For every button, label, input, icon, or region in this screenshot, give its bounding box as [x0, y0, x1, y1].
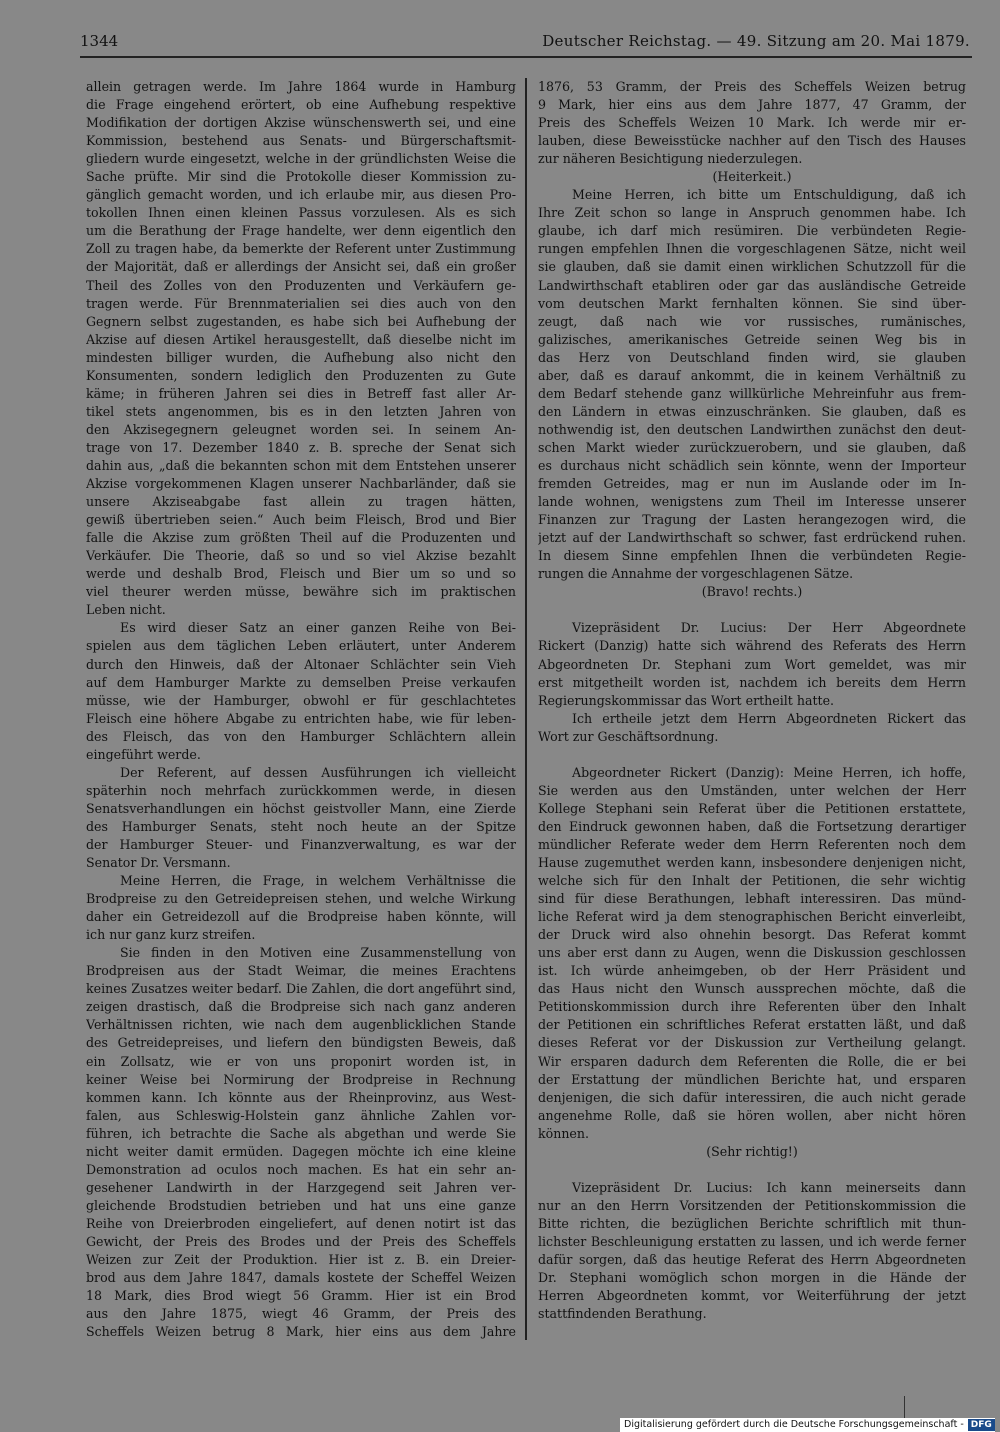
page-number: 1344	[80, 32, 119, 50]
text-line: Dr. Stephani womöglich schon morgen in die Hände der	[538, 1270, 966, 1286]
text-line: dieses Referat vor der Diskussion zur Vertheilung gelangt.	[538, 1035, 966, 1051]
text-line: trage von 17. Dezember 1840 z. B. spreche der Senat sich	[86, 439, 516, 455]
text-line: dafür sorgen, daß das heutige Referat des Herrn Abgeordneten	[538, 1252, 966, 1268]
text-line: Akzise vorgekommenen Klagen unserer Nachbarländer, daß sie	[86, 476, 516, 492]
text-line: Meine Herren, die Frage, in welchem Verhältnisse die	[120, 873, 516, 889]
text-line: ein Zollsatz, wie er von uns proponirt worden ist, in	[86, 1053, 516, 1069]
text-line: ich nur ganz kurz streifen.	[86, 927, 256, 943]
text-line: keines Zusatzes weiter bedarf. Die Zahlen, die dort angeführt sind,	[86, 981, 516, 997]
text-line: zeugt, daß nach wie vor russisches, rumänisches,	[538, 313, 966, 329]
text-line: Weizen zur Zeit der Produktion. Hier ist z. B. ein Dreier-	[86, 1252, 516, 1268]
page-header	[80, 30, 970, 54]
text-line: Brodpreise zu den Getreidepreisen stehen, und welche Wirkung	[86, 891, 516, 907]
text-line: fremden Getreides, mag er nun im Auslande oder im In-	[538, 476, 966, 492]
text-line: Rickert (Danzig) hatte sich während des Referats des Herrn	[538, 638, 966, 654]
text-line: rungen empfehlen Ihnen die vorgeschlagenen Sätze, nicht weil	[538, 241, 966, 257]
text-line: das Haus nicht den Wunsch aussprechen möchte, daß die	[538, 981, 966, 997]
text-line: Abgeordneten Dr. Stephani zum Wort gemeldet, was mir	[538, 656, 966, 672]
text-line: Sie werden aus den Umständen, unter welchen der Herr	[538, 782, 966, 798]
text-line: mündlicher Referate weder dem Herrn Referenten noch dem	[538, 836, 966, 852]
text-line: den Akzisegegnern geleugnet worden sei. In seinem An-	[86, 421, 516, 437]
text-line: rungen die Annahme der vorgeschlagenen Sätze.	[538, 566, 854, 582]
text-line: Meine Herren, ich bitte um Entschuldigung, daß ich	[572, 187, 966, 203]
text-line: nothwendig ist, den deutschen Landwirthen zunächst den deut-	[538, 421, 966, 437]
text-line: sie glauben, daß sie damit einen wirklichen Schutzzoll für die	[538, 259, 966, 275]
text-line: können.	[538, 1125, 590, 1141]
text-line: brod aus dem Jahre 1847, damals kostete der Scheffel Weizen	[86, 1270, 516, 1286]
text-line: uns aber erst dann zu Augen, wenn die Diskussion geschlossen	[538, 945, 966, 961]
text-line: Theil des Zolles von den Produzenten und Verkäufern ge-	[86, 277, 516, 293]
text-line: käme; in früheren Jahren sei dies in Betreff fast aller Ar-	[86, 385, 516, 401]
text-line: Vizepräsident Dr. Lucius: Der Herr Abgeordnete	[572, 620, 966, 636]
text-line: um die Berathung der Frage handelte, wer denn eigentlich den	[86, 223, 516, 239]
text-line: dem Bedarf stehende ganz willkürliche Mehreinfuhr aus frem-	[538, 385, 966, 401]
text-line: 1876, 53 Gramm, der Preis des Scheffels Weizen betrug	[538, 79, 966, 94]
text-line: angenehme Rolle, daß sie hören wollen, aber nicht hören	[538, 1107, 966, 1123]
text-line: lichster Beschleunigung erstatten zu lassen, und ich werde ferner	[538, 1234, 966, 1249]
text-line: aber, daß es darauf ankommt, die in keinem Verhältniß zu	[538, 367, 966, 383]
text-line: Konsumenten, sondern lediglich den Produzenten zu Gute	[86, 367, 516, 383]
funding-footer	[620, 1418, 995, 1432]
text-line: lande wohnen, wenigstens zum Theil im Interesse unserer	[538, 494, 966, 510]
text-line: 18 Mark, dies Brod wiegt 56 Gramm. Hier ist ein Brod	[86, 1288, 516, 1304]
text-line: lauben, diese Beweisstücke nachher auf den Tisch des Hauses	[538, 133, 966, 149]
text-line: zeigen drastisch, daß die Brodpreise sich nach ganz anderen	[86, 999, 516, 1015]
text-line: der Erstattung der mündlichen Berichte hat, und ersparen	[538, 1071, 966, 1087]
text-line: stattfindenden Berathung.	[538, 1306, 707, 1322]
text-line: Bitte richten, die bezüglichen Berichte schriftlich mit thun-	[538, 1215, 966, 1231]
text-line	[538, 1161, 966, 1179]
text-line: Preis des Scheffels Weizen 10 Mark. Ich werde mir er-	[538, 115, 966, 131]
text-line: eingeführt werde.	[86, 746, 201, 762]
text-line: gewiß übertrieben seien.“ Auch beim Fleisch, Brod und Bier	[86, 512, 516, 528]
text-line: denjenigen, die sich dafür interessiren, die auch nicht gerade	[538, 1089, 966, 1105]
text-line: gänglich gemacht worden, und ich erlaube mir, aus diesen Pro-	[86, 187, 516, 203]
text-line: Hause zugemuthet werden kann, insbesondere denjenigen nicht,	[538, 855, 966, 871]
text-line: Es wird dieser Satz an einer ganzen Reihe von Bei-	[120, 620, 516, 636]
text-line: Demonstration ad oculos noch machen. Es hat ein sehr an-	[86, 1161, 516, 1177]
text-line: aus den Jahre 1875, wiegt 46 Gramm, der Preis des	[86, 1306, 516, 1322]
text-line: dahin aus, „daß die bekannten schon mit dem Entstehen unserer	[86, 457, 516, 473]
text-line: Brodpreisen aus der Stadt Weimar, die meines Erachtens	[86, 963, 516, 979]
text-line: Regierungskommissar das Wort ertheilt hatte.	[538, 692, 835, 708]
text-line: des Fleisch, das von den Hamburger Schlächtern allein	[86, 728, 516, 744]
text-line: ist. Ich würde anheimgeben, ob der Herr Präsident und	[538, 963, 966, 979]
text-line: Petitionskommission durch ihre Referenten über den Inhalt	[538, 999, 966, 1015]
text-line: schen Markt wieder zurückzuerobern, und sie glauben, daß	[538, 439, 966, 455]
text-line: Vizepräsident Dr. Lucius: Ich kann meinerseits dann	[572, 1179, 966, 1195]
text-line: In diesem Sinne empfehlen Ihnen die verbündeten Regie-	[538, 548, 966, 564]
text-line: Ihre Zeit schon so lange in Anspruch genommen habe. Ich	[538, 205, 966, 221]
text-line: Gewicht, der Preis des Brodes und der Preis des Scheffels	[86, 1234, 516, 1249]
text-line: keiner Weise bei Normirung der Brodpreise in Rechnung	[86, 1071, 516, 1087]
text-line: durch den Hinweis, daß der Altonaer Schlächter sein Vieh	[86, 656, 516, 672]
text-line: vom deutschen Markt fernhalten können. Sie sind über-	[538, 295, 966, 311]
text-line: Leben nicht.	[86, 602, 166, 618]
text-line: mindesten billiger wurden, die Aufhebung also nicht den	[86, 349, 516, 365]
text-line: Abgeordneter Rickert (Danzig): Meine Herren, ich hoffe,	[572, 764, 966, 780]
interjection-line: (Heiterkeit.)	[712, 169, 792, 185]
text-line: Wir ersparen dadurch dem Referenten die Rolle, die er bei	[538, 1053, 966, 1069]
text-line: den Eindruck gewonnen haben, daß die Fortsetzung derartiger	[538, 818, 966, 834]
text-line: tragen werde. Für Brennmaterialien sei dies auch von den	[86, 295, 516, 311]
text-line: viel theurer werden müsse, bewähre sich im praktischen	[86, 584, 516, 600]
text-line: Landwirthschaft etabliren oder gar das ausländische Getreide	[538, 277, 966, 293]
text-line: späterhin noch mehrfach zurückkommen werde, in diesen	[86, 782, 516, 798]
text-line: 9 Mark, hier eins aus dem Jahre 1877, 47 Gramm, der	[538, 97, 966, 113]
interjection-line: (Sehr richtig!)	[706, 1143, 798, 1159]
text-line: müsse, wie der Hamburger, obwohl er für geschlachtetes	[86, 692, 516, 708]
text-line: allein getragen werde. Im Jahre 1864 wurde in Hamburg	[86, 79, 516, 94]
text-line: welche sich für den Inhalt der Petitionen, die sehr wichtig	[538, 873, 966, 889]
text-line: falle die Akzise zum größten Theil auf die Produzenten und	[86, 530, 516, 546]
text-line: kommen kann. Ich könnte aus der Rheinprovinz, aus West-	[86, 1089, 516, 1105]
text-line: Sache prüfte. Mir sind die Protokolle dieser Kommission zu-	[86, 169, 516, 185]
text-line: Verhältnissen richten, wie nach dem augenblicklichen Stande	[86, 1017, 516, 1033]
running-title: Deutscher Reichstag. — 49. Sitzung am 20. Mai 1879.	[542, 32, 970, 50]
text-line: falen, aus Schleswig-Holstein ganz ähnliche Zahlen vor-	[86, 1107, 516, 1123]
text-line: Kollege Stephani sein Referat über die Petitionen erstattete,	[538, 800, 966, 816]
text-line: Modifikation der dortigen Akzise wünschenswerth sei, und eine	[86, 115, 516, 131]
text-line: Kommission, bestehend aus Senats- und Bürgerschaftsmit-	[86, 133, 516, 149]
text-line: daher ein Getreidezoll auf die Brodpreise haben könnte, will	[86, 909, 516, 925]
text-line: Wort zur Geschäftsordnung.	[538, 728, 719, 744]
interjection-line: (Bravo! rechts.)	[701, 584, 803, 600]
text-line: Herren Abgeordneten kommt, vor Weiterführung der jetzt	[538, 1288, 966, 1304]
text-line: spielen aus dem täglichen Leben erläutert, unter Anderem	[86, 638, 516, 654]
text-line: tokollen Ihnen einen kleinen Passus vorzulesen. Als es sich	[86, 205, 516, 221]
text-line: werde und deshalb Brod, Fleisch und Bier um so und so	[86, 566, 516, 582]
text-line: das Herz von Deutschland finden wird, sie glauben	[538, 349, 966, 365]
text-line: der Petitionen ein schriftliches Referat erstatten läßt, und daß	[538, 1017, 966, 1033]
text-line: Scheffels Weizen betrug 8 Mark, hier eins aus dem Jahre	[86, 1324, 516, 1340]
text-line: Der Referent, auf dessen Ausführungen ich vielleicht	[120, 764, 516, 780]
text-line: des Getreidepreises, und liefern den bündigsten Beweis, daß	[86, 1035, 516, 1051]
funding-text: Digitalisierung gefördert durch die Deutsche Forschungsgemeinschaft -	[624, 1419, 964, 1430]
right-column	[538, 78, 966, 1323]
text-line: liche Referat wird ja dem stenographischen Bericht einverleibt,	[538, 909, 966, 925]
text-line: glaube, ich darf mich resümiren. Die verbündeten Regie-	[538, 223, 966, 239]
text-line: gliedern wurde eingesetzt, welche in der gründlichsten Weise die	[86, 151, 516, 167]
text-line: unsere Akziseabgabe fast allein zu tragen hätten,	[86, 494, 516, 510]
text-line: zur näheren Besichtigung niederzulegen.	[538, 151, 803, 167]
text-line: der Majorität, daß er allerdings der Ansicht sei, daß ein großer	[86, 259, 516, 275]
text-line: nur an den Herrn Vorsitzenden der Petitionskommission die	[538, 1197, 966, 1213]
text-line: es durchaus nicht schädlich sein könnte, wenn der Importeur	[538, 457, 966, 473]
text-line: galizisches, amerikanisches Getreide seinen Weg bis in	[538, 331, 966, 347]
text-line: gleichende Brodstudien betrieben und hat uns eine ganze	[86, 1197, 516, 1213]
text-line: erst mitgetheilt worden ist, nachdem ich bereits dem Herrn	[538, 674, 966, 690]
text-line: Sie finden in den Motiven eine Zusammenstellung von	[120, 945, 516, 961]
text-line: Ich ertheile jetzt dem Herrn Abgeordneten Rickert das	[572, 710, 966, 726]
text-line: Fleisch eine höhere Abgabe zu entrichten habe, wie für leben-	[86, 710, 516, 726]
text-line: sind für diese Berathungen, lebhaft interessiren. Das münd-	[538, 891, 966, 907]
text-line: führen, ich betrachte die Sache als abgethan und werde Sie	[86, 1125, 516, 1141]
text-line: der Druck wird also ohnehin besorgt. Das Referat kommt	[538, 927, 966, 943]
text-line: tikel stets angenommen, bis es in den letzten Jahren von	[86, 403, 516, 419]
text-line: Reihe von Dreierbroden eingeliefert, auf denen notirt ist das	[86, 1215, 516, 1231]
text-line: Senatsverhandlungen ein höchst geistvoller Mann, eine Zierde	[86, 800, 516, 816]
text-line: des Hamburger Senats, steht noch heute an der Spitze	[86, 818, 516, 834]
text-line: gesehener Landwirth in der Harzgegend seit Jahren ver-	[86, 1179, 516, 1195]
text-line: auf dem Hamburger Markte zu demselben Preise verkaufen	[86, 674, 516, 690]
text-line: den Ländern in etwas einzuschränken. Sie glauben, daß es	[538, 403, 966, 419]
column-divider	[525, 78, 527, 1340]
left-column	[86, 78, 516, 1341]
text-line: die Frage eingehend erörtert, ob eine Aufhebung respektive	[86, 97, 516, 113]
text-line: Verkäufer. Die Theorie, daß so und so viel Akzise bezahlt	[86, 548, 516, 564]
header-rule	[80, 56, 972, 58]
text-line	[538, 601, 966, 619]
text-line: Akzise auf diesen Artikel herausgestellt, daß dieselbe nicht im	[86, 331, 516, 347]
text-line: Zoll zu tragen habe, da bemerkte der Referent unter Zustimmung	[86, 241, 516, 257]
text-line: Senator Dr. Versmann.	[86, 855, 231, 871]
text-line: der Hamburger Steuer- und Finanzverwaltung, es war der	[86, 836, 516, 852]
margin-mark	[904, 1396, 905, 1418]
text-line: jetzt auf der Landwirthschaft so schwer, fast erdrückend ruhen.	[538, 530, 966, 546]
text-line: Gegnern selbst zugestanden, es habe sich bei Aufhebung der	[86, 313, 516, 329]
text-line	[538, 746, 966, 764]
dfg-logo: DFG	[968, 1419, 995, 1431]
text-line: nicht weiter damit ermüden. Dagegen möchte ich eine kleine	[86, 1143, 516, 1159]
text-line: Finanzen zur Tragung der Lasten herangezogen wird, die	[538, 512, 966, 528]
